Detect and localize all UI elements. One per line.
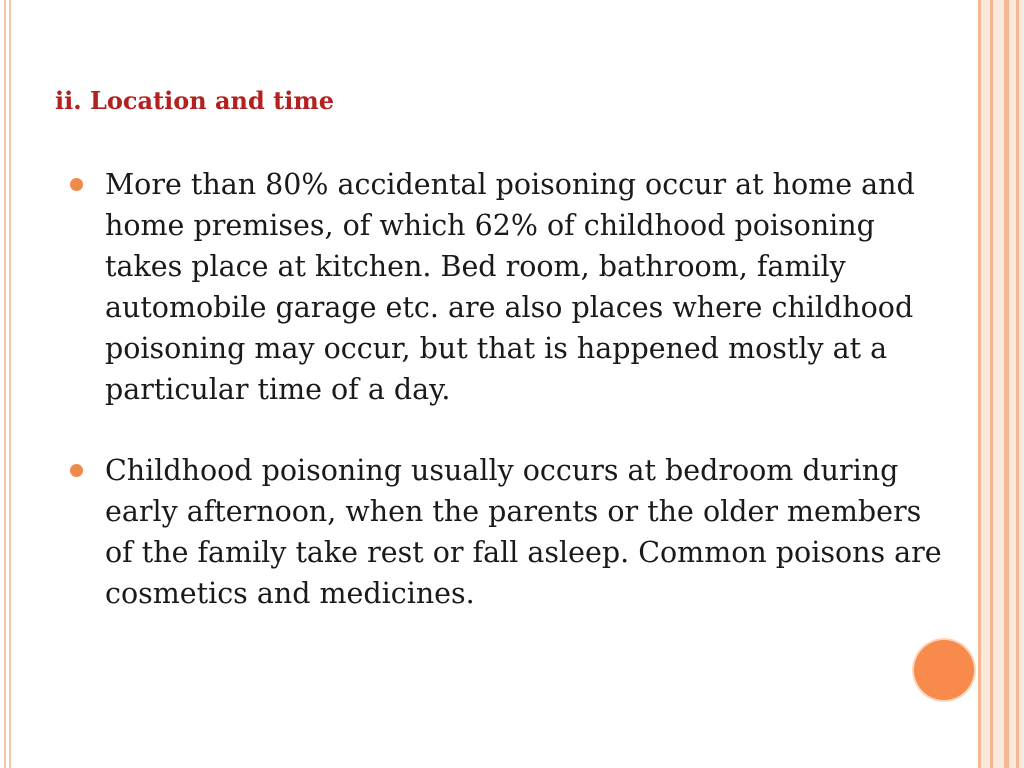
- bullet-marker-icon: [70, 464, 83, 477]
- decorative-circle-icon: [914, 640, 974, 700]
- bullet-list: [70, 164, 950, 654]
- right-border-line: [978, 0, 981, 768]
- slide-title: ii. Location and time: [55, 86, 335, 115]
- left-border-line: [9, 0, 11, 768]
- bullet-text: More than 80% accidental poisoning occur at home and home premises, of which 62% of childhood poisoning takes place at kitchen. Bed room, bathroom, family automobile garage etc. are also places where childhood poisoning may occur, but that is happened mostly at a particular time of a day.: [105, 168, 915, 406]
- bullet-marker-icon: [70, 178, 83, 191]
- right-border-line: [990, 0, 993, 768]
- right-border-line: [1016, 0, 1019, 768]
- bullet-item: [70, 450, 950, 614]
- bullet-text: Childhood poisoning usually occurs at bedroom during early afternoon, when the parents or the older members of the family take rest or fall asleep. Common poisons are cosmetics and medicines.: [105, 454, 942, 610]
- bullet-item: [70, 164, 950, 410]
- right-border-line: [1004, 0, 1009, 768]
- left-border-line: [4, 0, 6, 768]
